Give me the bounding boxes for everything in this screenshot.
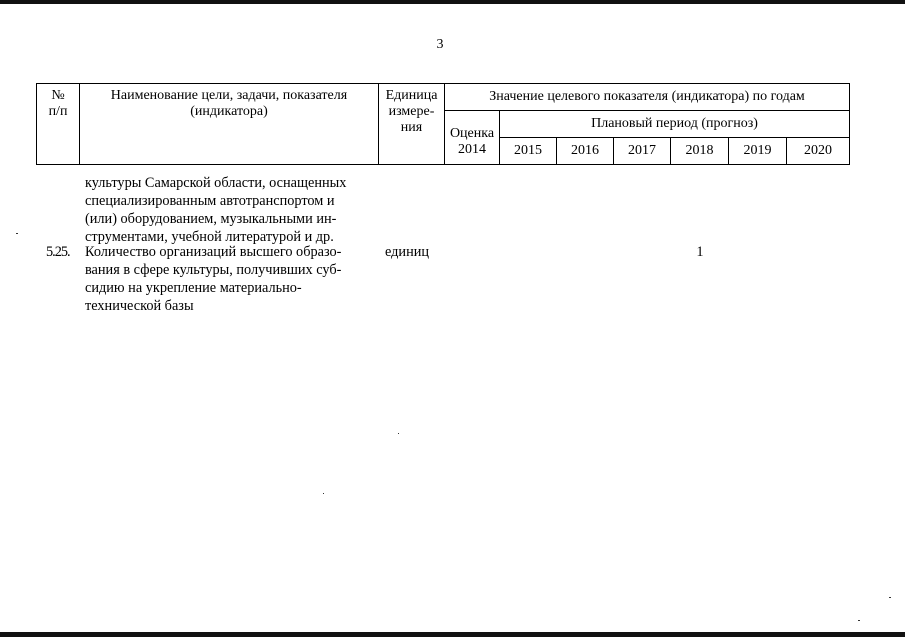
header-unit-line-1: Единица — [385, 88, 438, 103]
header-number-line-2: п/п — [48, 104, 68, 119]
header-estimate-label: Оценка — [449, 126, 495, 141]
header-estimate-cell — [445, 111, 500, 165]
header-number-cell — [37, 84, 80, 165]
row-5-25-line-3: сидию на укрепление материально- — [85, 280, 302, 296]
scan-top-edge — [0, 0, 905, 4]
row-5-25-value-2018: 1 — [696, 244, 704, 260]
header-name-line-1: Наименование цели, задачи, показателя — [110, 88, 348, 103]
header-values-title: Значение целевого показателя (индикатора) по годам — [445, 84, 850, 111]
row-continuation-line-2: специализированным автотранспортом и — [85, 193, 335, 209]
scan-bottom-edge — [0, 632, 905, 637]
scan-speck — [398, 433, 399, 434]
row-5-25-line-4: технической базы — [85, 298, 194, 314]
header-year-2016: 2016 — [557, 138, 614, 165]
page-number: 3 — [436, 37, 444, 52]
row-5-25-unit: единиц — [385, 244, 430, 260]
header-name-cell — [80, 84, 379, 165]
scan-speck — [858, 620, 860, 621]
row-5-25-number: 5.25. — [46, 244, 70, 260]
header-unit-cell — [379, 84, 445, 165]
scan-speck — [323, 493, 324, 494]
header-number-line-1: № — [51, 88, 65, 103]
row-continuation-line-1: культуры Самарской области, оснащенных — [85, 175, 347, 191]
header-estimate-year: 2014 — [458, 142, 486, 157]
header-year-2019: 2019 — [729, 138, 787, 165]
row-5-25-line-1: Количество организаций высшего образо- — [85, 244, 342, 260]
header-year-2018: 2018 — [671, 138, 729, 165]
header-unit-line-2: измере- — [388, 104, 435, 119]
row-continuation-name — [85, 174, 375, 246]
table-header — [36, 83, 850, 165]
header-unit-line-3: ния — [400, 120, 423, 135]
row-continuation-line-4: струментами, учебной литературой и др. — [85, 229, 334, 245]
row-continuation-line-3: (или) оборудованием, музыкальными ин- — [85, 211, 337, 227]
header-year-2015: 2015 — [500, 138, 557, 165]
row-5-25-name — [85, 243, 375, 315]
row-5-25-line-2: вания в сфере культуры, получивших суб- — [85, 262, 342, 278]
header-year-2017: 2017 — [614, 138, 671, 165]
header-year-2020: 2020 — [787, 138, 850, 165]
scan-speck — [16, 233, 18, 234]
scan-speck — [889, 597, 891, 598]
header-name-line-2: (индикатора) — [190, 104, 268, 119]
header-plan-period: Плановый период (прогноз) — [500, 111, 850, 138]
